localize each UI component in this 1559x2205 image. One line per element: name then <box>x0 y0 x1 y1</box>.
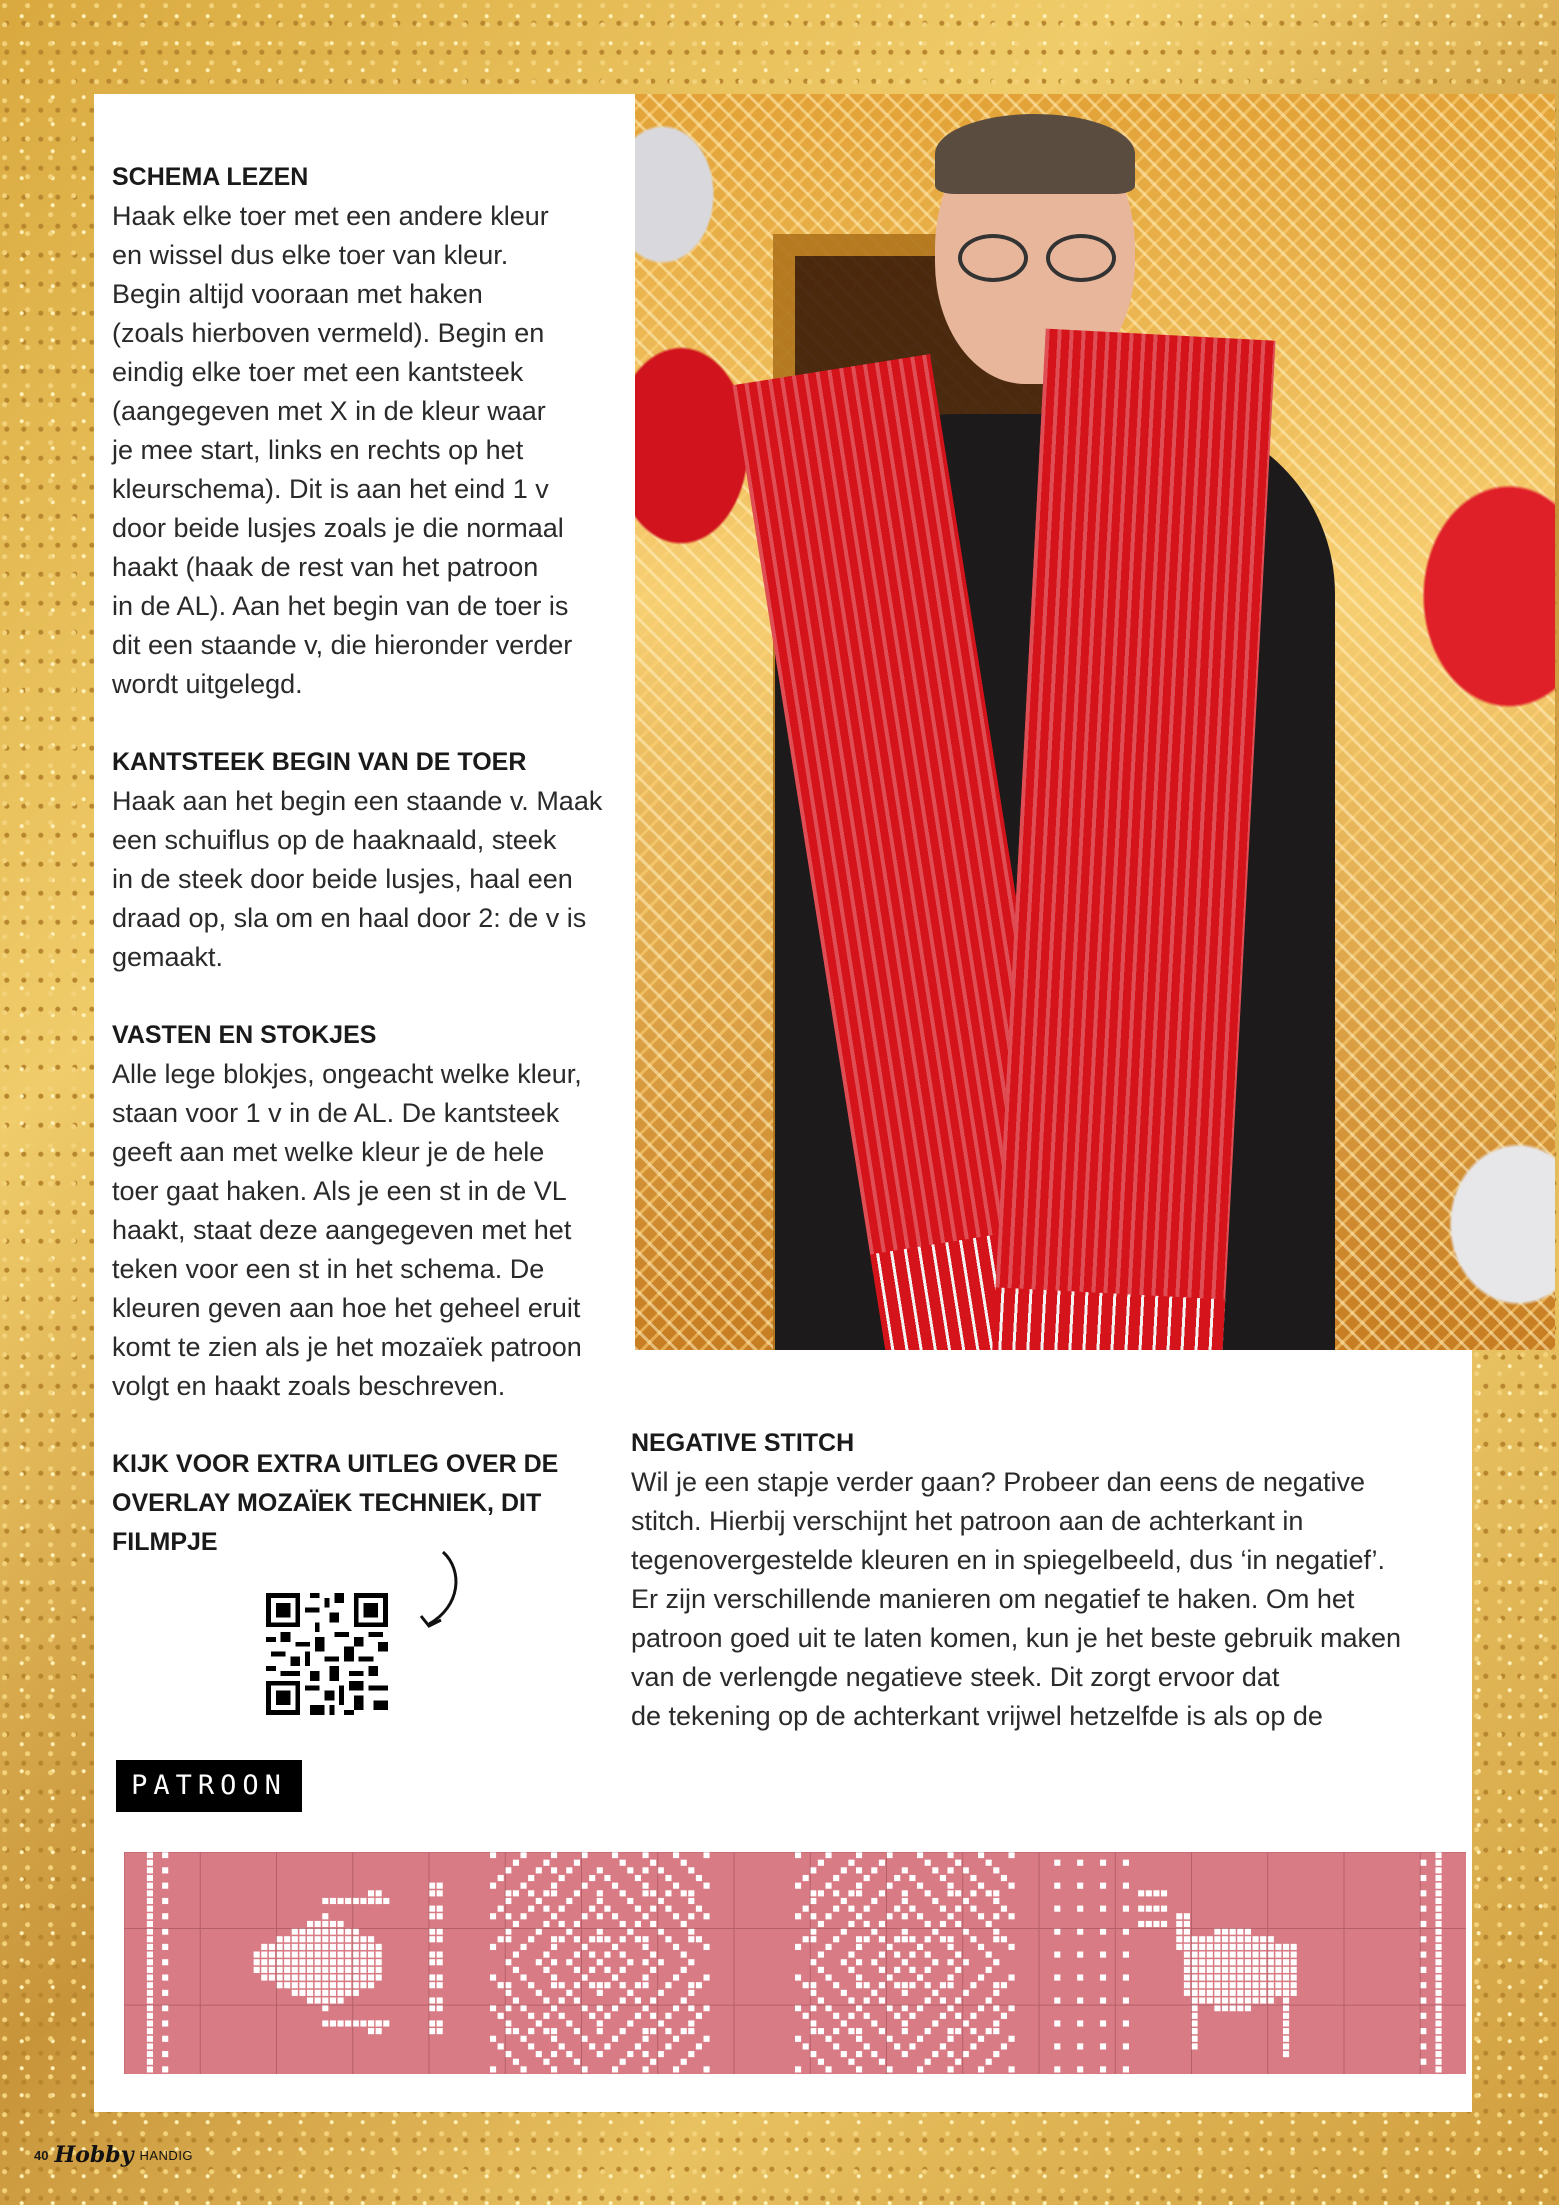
heading-negative-stitch: NEGATIVE STITCH <box>631 1429 855 1457</box>
brand-logo: Hobby <box>54 2142 134 2168</box>
heading-schema-lezen: SCHEMA LEZEN <box>112 163 309 191</box>
body-schema-lezen: Haak elke toer met een andere kleur en wissel dus elke toer van kleur. Begin altijd vooraan met haken (zoals hierboven vermeld). Begin en eindig elke toer met een kantsteek (aangegeven met X in de kleur waar je mee start, links en rechts op het kleurschema). Dit is aan het eind 1 v door beide lusjes zoals je die normaal haakt (haak de rest van het patroon in de AL). Aan het begin van de toer is dit een staande v, die hieronder verder wordt uitgelegd. <box>112 201 573 699</box>
heading-vasten-en-stokjes: VASTEN EN STOKJES <box>112 1021 377 1049</box>
qr-code[interactable] <box>266 1593 388 1715</box>
photo-glasses <box>950 234 1120 274</box>
curved-arrow-icon <box>415 1548 467 1633</box>
heading-kantsteek: KANTSTEEK BEGIN VAN DE TOER <box>112 748 527 776</box>
left-column <box>112 158 612 1562</box>
body-kantsteek: Haak aan het begin een staande v. Maak een schuiflus op de haaknaald, steek in de steek door beide lusjes, haal een draad op, sla om en haal door 2: de v is gemaakt. <box>112 786 603 972</box>
page-number: 40 <box>34 2147 49 2163</box>
right-column <box>631 1424 1461 1736</box>
body-vasten-en-stokjes: Alle lege blokjes, ongeacht welke kleur, staan voor 1 v in de AL. De kantsteek geeft aan met welke kleur je de hele toer gaat haken. Als je een st in de VL haakt, staat deze aangegeven met het teken voor een st in het schema. De kleuren geven aan hoe het geheel eruit komt te zien als je het mozaïek patroon volgt en haakt zoals beschreven. <box>112 1059 582 1401</box>
patroon-label: PATROON <box>116 1760 302 1812</box>
brand-logo-sub: HANDIG <box>139 2147 194 2163</box>
pattern-chart <box>124 1852 1466 2074</box>
footer <box>34 2140 193 2170</box>
body-negative-stitch: Wil je een stapje verder gaan? Probeer dan eens de negative stitch. Hierbij verschijnt het patroon aan de achterkant in tegenovergestelde kleuren en in spiegelbeeld, dus ‘in negatief’. Er zijn verschillende manieren om negatief te haken. Om het patroon goed uit te laten komen, kun je het beste gebruik maken van de verlengde negatieve steek. Dit zorgt ervoor dat de tekening op de achterkant vrijwel hetzelfde is als op de <box>631 1467 1402 1731</box>
photo-person-hair <box>935 114 1135 194</box>
video-callout: KIJK VOOR EXTRA UITLEG OVER DE OVERLAY MOZAÏEK TECHNIEK, DIT FILMPJE <box>112 1450 559 1556</box>
scarf-photo <box>635 94 1555 1350</box>
